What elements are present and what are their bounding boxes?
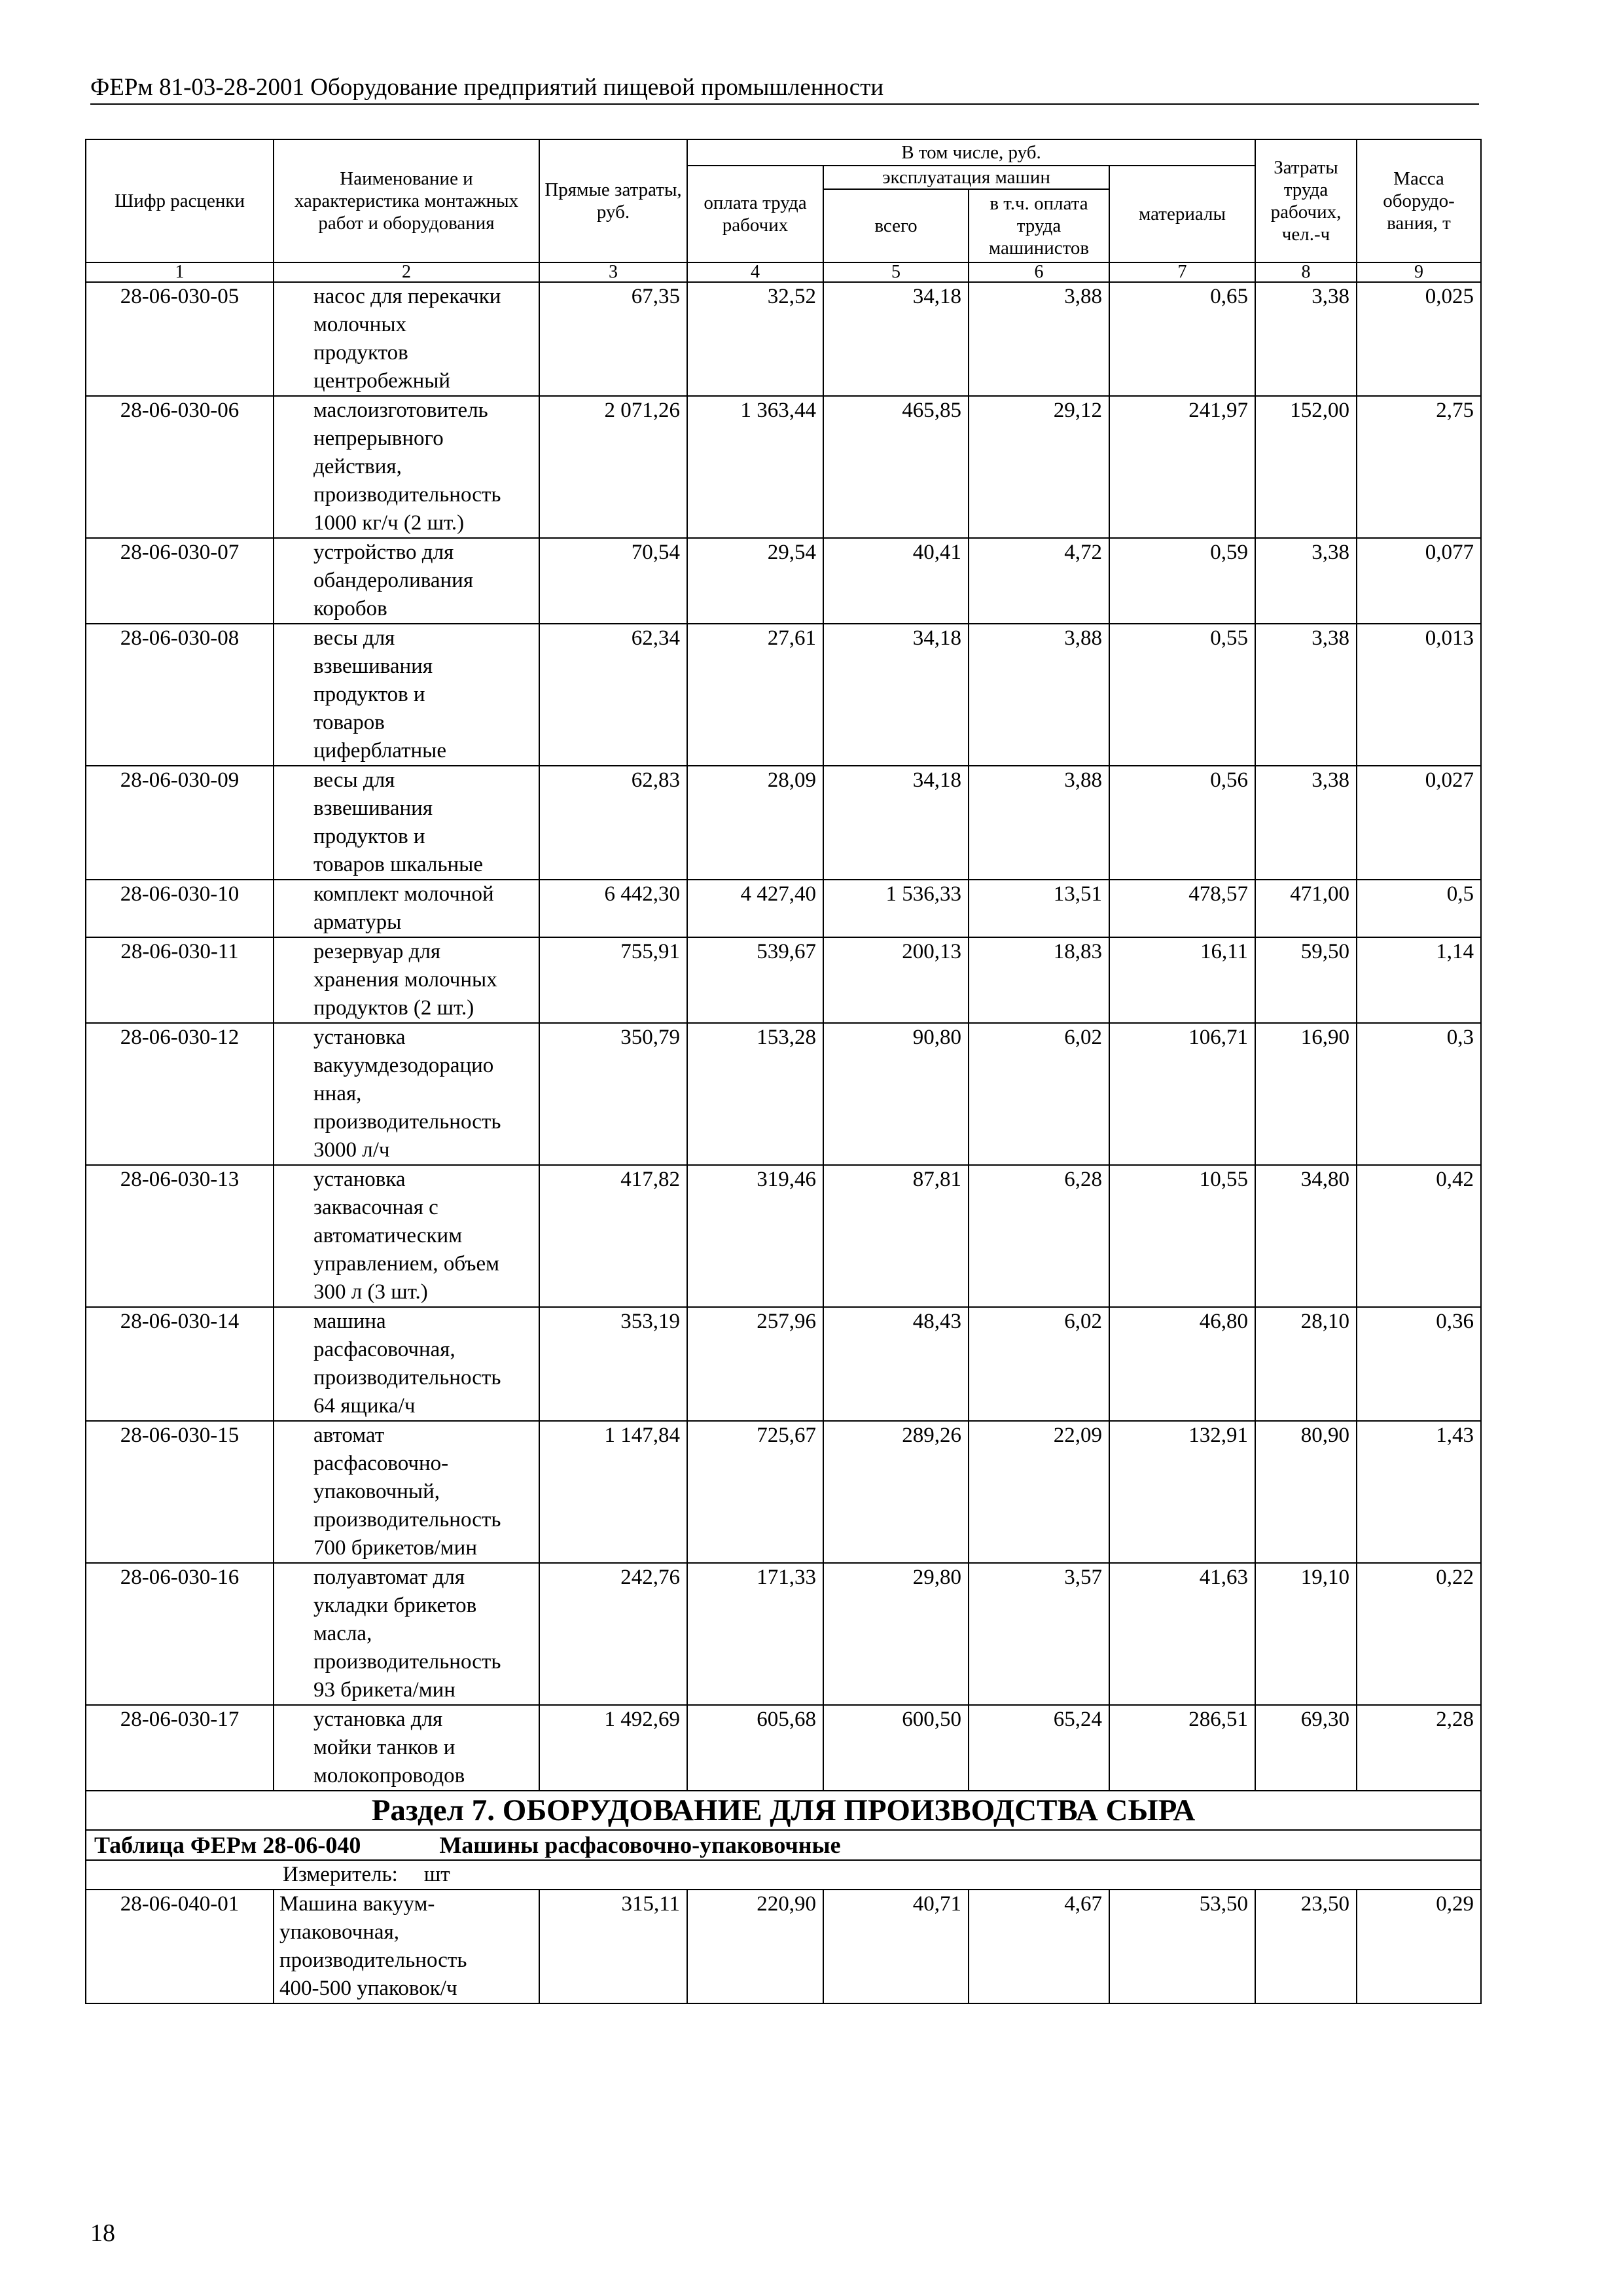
machine-cost: 40,71	[823, 1890, 969, 2003]
rate-code: 28-06-030-17	[86, 1705, 274, 1791]
col-header-labor-pay: оплата труда рабочих	[687, 166, 823, 262]
direct-cost: 62,34	[539, 624, 687, 766]
work-name-line: продуктов	[313, 341, 408, 365]
column-number: 1	[86, 262, 274, 282]
work-name-line: продуктов и	[313, 825, 425, 848]
equipment-mass: 0,013	[1357, 624, 1481, 766]
work-name-line: центробежный	[313, 369, 451, 393]
rate-code: 28-06-030-06	[86, 396, 274, 538]
rate-code: 28-06-030-13	[86, 1165, 274, 1307]
labor-hours: 3,38	[1255, 624, 1357, 766]
equipment-mass: 0,3	[1357, 1023, 1481, 1165]
materials-cost: 10,55	[1109, 1165, 1255, 1307]
work-name-line: взвешивания	[313, 797, 433, 820]
equipment-mass: 2,28	[1357, 1705, 1481, 1791]
machinist-pay: 3,88	[969, 282, 1109, 396]
labor-hours: 3,38	[1255, 282, 1357, 396]
labor-pay: 4 427,40	[687, 880, 823, 937]
labor-hours: 28,10	[1255, 1307, 1357, 1421]
column-numbers-row	[86, 262, 1481, 282]
work-name-line: расфасовочная,	[313, 1338, 455, 1361]
col-header-materials: материалы	[1109, 166, 1255, 262]
materials-cost: 0,55	[1109, 624, 1255, 766]
work-name-line: 3000 л/ч	[313, 1138, 390, 1162]
work-name-line: хранения молочных	[313, 968, 497, 992]
work-name-line: продуктов (2 шт.)	[313, 996, 474, 1020]
labor-hours: 19,10	[1255, 1563, 1357, 1705]
work-name	[274, 624, 539, 766]
materials-cost: 41,63	[1109, 1563, 1255, 1705]
equipment-mass: 1,43	[1357, 1421, 1481, 1563]
machine-cost: 465,85	[823, 396, 969, 538]
table-row	[86, 766, 1481, 880]
labor-pay: 605,68	[687, 1705, 823, 1791]
col-header-machine-labor: в т.ч. оплата труда машинистов	[969, 189, 1109, 262]
labor-pay: 153,28	[687, 1023, 823, 1165]
direct-cost: 2 071,26	[539, 396, 687, 538]
rate-code: 28-06-030-15	[86, 1421, 274, 1563]
rate-code: 28-06-040-01	[86, 1890, 274, 2003]
rate-code: 28-06-030-05	[86, 282, 274, 396]
work-name-line: обандероливания	[313, 569, 474, 592]
work-name	[274, 880, 539, 937]
work-name-line: вакуумдезодорацио	[313, 1054, 494, 1077]
column-number: 8	[1255, 262, 1357, 282]
machine-cost: 34,18	[823, 766, 969, 880]
column-number: 5	[823, 262, 969, 282]
column-number: 2	[274, 262, 539, 282]
direct-cost: 755,91	[539, 937, 687, 1023]
work-name	[274, 282, 539, 396]
col-header-machine-total: всего	[823, 189, 969, 262]
unit-label: Измеритель:	[283, 1863, 398, 1886]
table-caption	[86, 1830, 1481, 1860]
work-name-line: производительность	[313, 1508, 501, 1532]
section-title: Раздел 7. ОБОРУДОВАНИЕ ДЛЯ ПРОИЗВОДСТВА СЫРА	[86, 1791, 1481, 1830]
direct-cost: 67,35	[539, 282, 687, 396]
section-block	[86, 1791, 1481, 1890]
table-row	[86, 880, 1481, 937]
rate-code: 28-06-030-12	[86, 1023, 274, 1165]
table-label: Таблица ФЕРм 28-06-040	[94, 1832, 361, 1858]
rate-code: 28-06-030-08	[86, 624, 274, 766]
machinist-pay: 22,09	[969, 1421, 1109, 1563]
table-row	[86, 1705, 1481, 1791]
machine-cost: 87,81	[823, 1165, 969, 1307]
table-row	[86, 937, 1481, 1023]
work-name-line: производительность	[313, 1650, 501, 1674]
work-name-line: комплект молочной	[313, 882, 494, 906]
table-row	[86, 624, 1481, 766]
materials-cost: 16,11	[1109, 937, 1255, 1023]
work-name-line: производительность	[313, 1366, 501, 1390]
work-name-line: товаров	[313, 711, 385, 734]
labor-hours: 3,38	[1255, 538, 1357, 624]
materials-cost: 0,59	[1109, 538, 1255, 624]
machine-cost: 48,43	[823, 1307, 969, 1421]
machinist-pay: 6,02	[969, 1307, 1109, 1421]
machine-cost: 34,18	[823, 282, 969, 396]
labor-hours: 152,00	[1255, 396, 1357, 538]
materials-cost: 241,97	[1109, 396, 1255, 538]
work-name-line: непрерывного	[313, 427, 444, 450]
work-name	[274, 1890, 539, 2003]
materials-cost: 0,65	[1109, 282, 1255, 396]
work-name-line: устройство для	[313, 541, 454, 564]
labor-hours: 59,50	[1255, 937, 1357, 1023]
labor-pay: 28,09	[687, 766, 823, 880]
direct-cost: 350,79	[539, 1023, 687, 1165]
direct-cost: 70,54	[539, 538, 687, 624]
work-name-line: нная,	[313, 1082, 362, 1105]
direct-cost: 62,83	[539, 766, 687, 880]
labor-hours: 34,80	[1255, 1165, 1357, 1307]
labor-hours: 16,90	[1255, 1023, 1357, 1165]
machine-cost: 40,41	[823, 538, 969, 624]
table-row	[86, 1165, 1481, 1307]
machinist-pay: 3,88	[969, 766, 1109, 880]
work-name-line: установка для	[313, 1708, 443, 1731]
work-name-line: весы для	[313, 768, 395, 792]
direct-cost: 1 147,84	[539, 1421, 687, 1563]
work-name	[274, 538, 539, 624]
labor-hours: 3,38	[1255, 766, 1357, 880]
work-name-line: мойки танков и	[313, 1736, 455, 1759]
work-name-line: 700 брикетов/мин	[313, 1536, 477, 1560]
machinist-pay: 29,12	[969, 396, 1109, 538]
labor-hours: 69,30	[1255, 1705, 1357, 1791]
work-name-line: продуктов и	[313, 683, 425, 706]
work-name	[274, 937, 539, 1023]
machinist-pay: 3,57	[969, 1563, 1109, 1705]
equipment-mass: 0,027	[1357, 766, 1481, 880]
work-name-line: 64 ящика/ч	[313, 1394, 416, 1418]
labor-pay: 32,52	[687, 282, 823, 396]
table-body	[86, 282, 1481, 1791]
labor-pay: 539,67	[687, 937, 823, 1023]
work-name-line: установка	[313, 1026, 406, 1049]
work-name-line: Машина вакуум-	[279, 1892, 435, 1916]
machine-cost: 90,80	[823, 1023, 969, 1165]
work-name-line: 300 л (3 шт.)	[313, 1280, 428, 1304]
rate-code: 28-06-030-07	[86, 538, 274, 624]
work-name	[274, 1023, 539, 1165]
equipment-mass: 0,5	[1357, 880, 1481, 937]
table-row	[86, 282, 1481, 396]
work-name-line: установка	[313, 1168, 406, 1191]
work-name-line: арматуры	[313, 910, 402, 934]
work-name-line: насос для перекачки	[313, 285, 501, 308]
work-name-line: товаров шкальные	[313, 853, 483, 876]
machinist-pay: 3,88	[969, 624, 1109, 766]
labor-pay: 29,54	[687, 538, 823, 624]
machinist-pay: 6,02	[969, 1023, 1109, 1165]
materials-cost: 46,80	[1109, 1307, 1255, 1421]
equipment-mass: 0,36	[1357, 1307, 1481, 1421]
equipment-mass: 0,025	[1357, 282, 1481, 396]
work-name	[274, 396, 539, 538]
direct-cost: 6 442,30	[539, 880, 687, 937]
labor-pay: 171,33	[687, 1563, 823, 1705]
materials-cost: 106,71	[1109, 1023, 1255, 1165]
direct-cost: 417,82	[539, 1165, 687, 1307]
col-header-name: Наименование и характеристика монтажных работ и оборудования	[274, 139, 539, 262]
table-row	[86, 538, 1481, 624]
work-name-line: упаковочная,	[279, 1920, 399, 1944]
equipment-mass: 2,75	[1357, 396, 1481, 538]
labor-hours: 80,90	[1255, 1421, 1357, 1563]
col-header-code: Шифр расценки	[86, 139, 274, 262]
work-name-line: действия,	[313, 455, 402, 478]
work-name-line: молокопроводов	[313, 1764, 465, 1787]
machinist-pay: 4,67	[969, 1890, 1109, 2003]
table-header	[86, 139, 1481, 282]
work-name-line: 1000 кг/ч (2 шт.)	[313, 511, 465, 535]
machine-cost: 200,13	[823, 937, 969, 1023]
work-name-line: взвешивания	[313, 655, 433, 678]
machine-cost: 289,26	[823, 1421, 969, 1563]
work-name-line: автомат	[313, 1424, 385, 1447]
work-name-line: производительность	[279, 1948, 467, 1972]
work-name	[274, 1165, 539, 1307]
labor-hours: 23,50	[1255, 1890, 1357, 2003]
rates-table-container	[85, 139, 1480, 2004]
machine-cost: 1 536,33	[823, 880, 969, 937]
work-name-line: расфасовочно-	[313, 1452, 449, 1475]
work-name-line: циферблатные	[313, 739, 446, 762]
work-name	[274, 1421, 539, 1563]
col-header-mass: Масса оборудо-вания, т	[1357, 139, 1481, 262]
labor-pay: 725,67	[687, 1421, 823, 1563]
materials-cost: 0,56	[1109, 766, 1255, 880]
unit-value: шт	[423, 1863, 450, 1886]
work-name-line: весы для	[313, 626, 395, 650]
work-name-line: маслоизготовитель	[313, 399, 488, 422]
table-row	[86, 1307, 1481, 1421]
labor-pay: 319,46	[687, 1165, 823, 1307]
machinist-pay: 6,28	[969, 1165, 1109, 1307]
work-name-line: управлением, объем	[313, 1252, 499, 1276]
work-name-line: 400-500 упаковок/ч	[279, 1977, 457, 2000]
machinist-pay: 18,83	[969, 937, 1109, 1023]
machinist-pay: 4,72	[969, 538, 1109, 624]
work-name-line: резервуар для	[313, 940, 441, 963]
column-number: 9	[1357, 262, 1481, 282]
materials-cost: 53,50	[1109, 1890, 1255, 2003]
work-name-line: полуавтомат для	[313, 1566, 465, 1589]
direct-cost: 1 492,69	[539, 1705, 687, 1791]
machine-cost: 34,18	[823, 624, 969, 766]
col-header-labor-cost: Затраты труда рабочих, чел.-ч	[1255, 139, 1357, 262]
machine-cost: 600,50	[823, 1705, 969, 1791]
labor-pay: 27,61	[687, 624, 823, 766]
rate-code: 28-06-030-16	[86, 1563, 274, 1705]
work-name-line: 93 брикета/мин	[313, 1678, 455, 1702]
machinist-pay: 13,51	[969, 880, 1109, 937]
work-name-line: коробов	[313, 597, 387, 620]
table-row	[86, 1421, 1481, 1563]
machinist-pay: 65,24	[969, 1705, 1109, 1791]
section-table-body	[86, 1890, 1481, 2003]
machine-cost: 29,80	[823, 1563, 969, 1705]
rates-table	[85, 139, 1482, 2004]
column-number: 4	[687, 262, 823, 282]
col-header-direct: Прямые затраты, руб.	[539, 139, 687, 262]
labor-hours: 471,00	[1255, 880, 1357, 937]
work-name-line: молочных	[313, 313, 406, 336]
work-name-line: производительность	[313, 1110, 501, 1134]
col-header-machine-ops: эксплуатация машин	[823, 166, 1109, 189]
work-name-line: автоматическим	[313, 1224, 463, 1247]
table-row	[86, 1563, 1481, 1705]
table-row	[86, 396, 1481, 538]
work-name-line: масла,	[313, 1622, 372, 1645]
work-name	[274, 1705, 539, 1791]
table-name: Машины расфасовочно-упаковочные	[439, 1832, 841, 1858]
materials-cost: 286,51	[1109, 1705, 1255, 1791]
materials-cost: 478,57	[1109, 880, 1255, 937]
table-row	[86, 1023, 1481, 1165]
equipment-mass: 0,29	[1357, 1890, 1481, 2003]
page-number: 18	[90, 2219, 115, 2247]
materials-cost: 132,91	[1109, 1421, 1255, 1563]
table-row	[86, 1890, 1481, 2003]
labor-pay: 220,90	[687, 1890, 823, 2003]
equipment-mass: 0,42	[1357, 1165, 1481, 1307]
rate-code: 28-06-030-10	[86, 880, 274, 937]
work-name-line: заквасочная с	[313, 1196, 438, 1219]
equipment-mass: 1,14	[1357, 937, 1481, 1023]
labor-pay: 1 363,44	[687, 396, 823, 538]
work-name	[274, 1307, 539, 1421]
column-number: 7	[1109, 262, 1255, 282]
unit-line	[274, 1860, 1481, 1890]
page-header: ФЕРм 81-03-28-2001 Оборудование предприятий пищевой промышленности	[90, 73, 1479, 105]
column-number: 3	[539, 262, 687, 282]
work-name-line: машина	[313, 1310, 386, 1333]
work-name	[274, 766, 539, 880]
direct-cost: 353,19	[539, 1307, 687, 1421]
rate-code: 28-06-030-09	[86, 766, 274, 880]
rate-code: 28-06-030-14	[86, 1307, 274, 1421]
col-header-including: В том числе, руб.	[687, 139, 1255, 166]
work-name-line: производительность	[313, 483, 501, 507]
rate-code: 28-06-030-11	[86, 937, 274, 1023]
direct-cost: 242,76	[539, 1563, 687, 1705]
work-name	[274, 1563, 539, 1705]
column-number: 6	[969, 262, 1109, 282]
labor-pay: 257,96	[687, 1307, 823, 1421]
work-name-line: укладки брикетов	[313, 1594, 477, 1617]
direct-cost: 315,11	[539, 1890, 687, 2003]
work-name-line: упаковочный,	[313, 1480, 440, 1503]
equipment-mass: 0,077	[1357, 538, 1481, 624]
equipment-mass: 0,22	[1357, 1563, 1481, 1705]
